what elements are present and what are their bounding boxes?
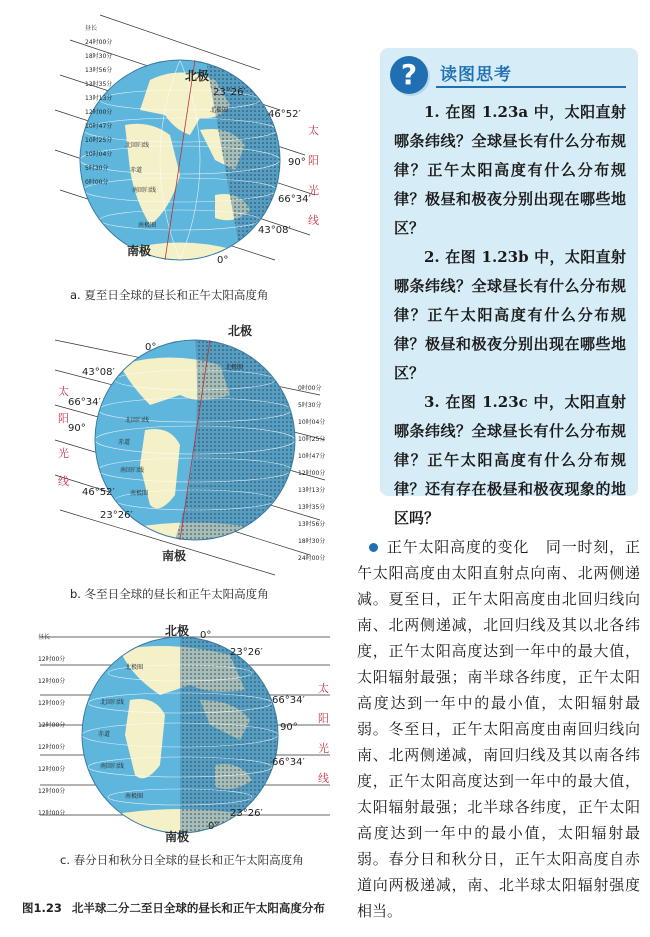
south-pole-label: 南极: [162, 549, 187, 563]
angle-label: 90°: [280, 722, 298, 733]
angle-label: 23°26′: [230, 647, 263, 658]
angle-label: 0°: [208, 821, 220, 832]
figure-c-caption: c. 春分日和秋分日全球的昼长和正午太阳高度角: [60, 853, 304, 867]
section-heading: 正午太阳高度的变化: [386, 538, 530, 556]
day-length: 12时00分: [38, 656, 66, 663]
day-length: 5时30分: [298, 402, 322, 409]
think-box-header: [390, 56, 630, 96]
region-label: 赤道: [130, 167, 143, 174]
question-item: 3. 在图 1.23c 中，太阳直射哪条纬线？全球昼长有什么分布规律？正午太阳高度有什么分布规律？还有存在极昼和极夜现象的地区吗？: [394, 393, 626, 527]
angle-label: 23°26′: [100, 510, 133, 521]
day-length: 5时30分: [85, 165, 109, 172]
region-label: 北回归线: [125, 417, 150, 424]
day-length: 昼长: [38, 634, 51, 641]
figure-a-caption: a. 夏至日全球的昼长和正午太阳高度角: [70, 288, 269, 302]
day-length: 12时00分: [38, 744, 66, 751]
day-length: 12时00分: [38, 678, 66, 685]
sunlight-char: 阳: [58, 412, 69, 425]
region-label: 赤道: [98, 731, 111, 738]
angle-label: 43°08′: [258, 225, 291, 236]
sunlight-char: 阳: [308, 154, 319, 167]
day-length: 24时00分: [298, 555, 326, 562]
day-length: 10时25分: [85, 137, 113, 144]
question-item: 1. 在图 1.23a 中，太阳直射哪条纬线？全球昼长有什么分布规律？正午太阳高度有什么分布规律？极昼和极夜分别出现在哪些地区？: [394, 103, 626, 237]
angle-label: 0°: [200, 630, 212, 641]
day-length: 13时13分: [298, 487, 326, 494]
north-pole-label: 北极: [228, 324, 253, 338]
day-length: 10时04分: [298, 419, 326, 426]
angle-label: 43°08′: [82, 367, 115, 378]
day-length: 13时35分: [85, 81, 113, 88]
day-length: 12时00分: [38, 722, 66, 729]
angle-label: 0°: [145, 342, 157, 353]
header-rule: [436, 86, 626, 88]
day-length: 10时04分: [85, 151, 113, 158]
figure-title-text: 北半球二分二至日全球的昼长和正午太阳高度分布: [71, 901, 325, 915]
region-label: 南回归线: [120, 467, 145, 474]
angle-label: 90°: [68, 423, 86, 434]
sunlight-char: 光: [308, 184, 319, 197]
angle-label: 46°52′: [268, 109, 301, 120]
region-label: 南回归线: [132, 187, 157, 194]
day-length: 24时00分: [85, 39, 113, 46]
body-text: 同一时刻，正午太阳高度由太阳直射点向南、北两侧递减。夏至日，正午太阳高度由北回归线向南、北两侧递减，北回归线及其以北各纬度，正午太阳高度达到一年中的最大值，太阳辐射最强；南半球各纬度，正午太阳高度达到一年中的最小值，太阳辐射最弱。冬至日，正午太阳高度由南回归线向南、北两侧递减，南回归线及其以南各纬度，正午太阳高度达到一年中的最大值，太阳辐射最强；北半球各纬度，正午太阳高度达到一年中的最小值，太阳辐射最弱。春分日和秋分日，正午太阳高度自赤道向两极递减，南、北半球太阳辐射强度相当。: [357, 538, 640, 920]
angle-label: 0°: [217, 255, 229, 266]
sunlight-char: 光: [318, 742, 329, 755]
question-item: 2. 在图 1.23b 中，太阳直射哪条纬线？全球昼长有什么分布规律？正午太阳高度有什么分布规律？极昼和极夜分别出现在哪些地区？: [394, 248, 626, 382]
region-label: 南极圈: [130, 490, 149, 497]
sunlight-char: 太: [318, 682, 329, 695]
think-box: [380, 48, 638, 527]
sunlight-char: 线: [318, 772, 329, 785]
angle-label: 66°34′: [68, 397, 101, 408]
sunlight-char: 线: [58, 475, 69, 488]
angle-label: 66°34′: [278, 194, 311, 205]
region-label: 北极圈: [125, 664, 144, 671]
angle-label: 23°26′: [213, 87, 246, 98]
day-length: 10时47分: [85, 123, 113, 130]
angle-label: 90°: [288, 157, 306, 168]
region-label: 北回归线: [100, 699, 125, 706]
day-length: 18时30分: [298, 538, 326, 545]
day-length: 18时30分: [85, 53, 113, 60]
region-label: 南极圈: [138, 222, 157, 229]
day-length: 0时00分: [85, 179, 109, 186]
day-length: 昼长: [85, 25, 98, 32]
figure-c: [30, 624, 350, 844]
day-length: 12时00分: [38, 810, 66, 817]
day-length: 10时25分: [298, 436, 326, 443]
day-length: 13时13分: [85, 95, 113, 102]
day-length: 12时00分: [38, 700, 66, 707]
angle-label: 66°34′: [272, 757, 305, 768]
question-icon: ?: [390, 56, 428, 94]
sunlight-char: 线: [308, 214, 319, 227]
sunlight-char: 太: [308, 124, 319, 137]
day-length: 0时00分: [298, 385, 322, 392]
day-length-list: [298, 380, 348, 567]
figure-b-caption: b. 冬至日全球的昼长和正午太阳高度角: [70, 587, 269, 601]
figure-a-diagram: [30, 10, 350, 280]
north-pole-label: 北极: [185, 69, 210, 83]
think-box-title: 读图思考: [440, 65, 512, 85]
figure-title: [22, 900, 325, 916]
region-label: 北极圈: [225, 364, 244, 371]
figure-number: 图1.23: [22, 901, 62, 915]
figure-b: [30, 325, 350, 580]
day-length: 12时00分: [85, 109, 113, 116]
sunlight-char: 太: [58, 385, 69, 398]
day-length: 13时56分: [85, 67, 113, 74]
day-length: 12时00分: [38, 788, 66, 795]
day-length: 10时47分: [298, 453, 326, 460]
angle-label: 46°52′: [82, 487, 115, 498]
region-label: 赤道: [118, 439, 131, 446]
day-length: 12时00分: [298, 470, 326, 477]
bullet-icon: [369, 543, 378, 552]
south-pole-label: 南极: [165, 830, 190, 844]
region-label: 南回归线: [100, 763, 125, 770]
region-label: 南极圈: [125, 793, 144, 800]
figure-a: [30, 10, 350, 280]
angle-label: 23°26′: [230, 808, 263, 819]
body-paragraph: [357, 534, 640, 924]
angle-label: 66°34′: [272, 695, 305, 706]
day-length-list: [38, 627, 86, 825]
north-pole-label: 北极: [165, 624, 190, 638]
region-label: 北回归线: [125, 142, 150, 149]
day-length: 13时56分: [298, 521, 326, 528]
sunlight-char: 光: [58, 447, 69, 460]
region-label: 北极圈: [210, 107, 229, 114]
south-pole-label: 南极: [127, 244, 152, 258]
sunlight-char: 阳: [318, 712, 329, 725]
question-list: [394, 98, 626, 533]
day-length: 12时00分: [38, 766, 66, 773]
day-length: 13时35分: [298, 504, 326, 511]
